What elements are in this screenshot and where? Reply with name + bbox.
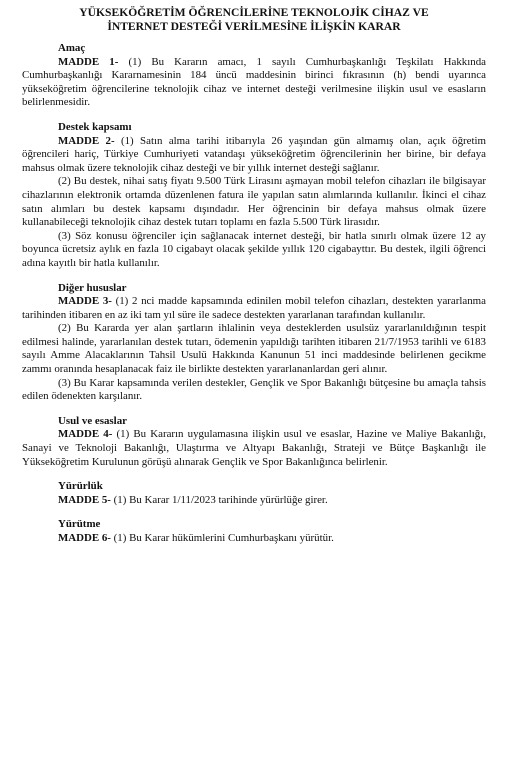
section-heading: Yürürlük — [58, 480, 103, 493]
article-paragraph — [22, 56, 486, 110]
section-heading: Usul ve esaslar — [58, 414, 127, 427]
article-paragraph: (3) Bu Karar kapsamında verilen destekler, Gençlik ve Spor Bakanlığı bütçesine bu amaçla tahsis edilen ödenekten karşılanır. — [22, 376, 486, 403]
article-number: MADDE 3- — [58, 295, 112, 308]
article-text: (1) Bu Kararın uygulamasına ilişkin usul ve esaslar, Hazine ve Maliye Bakanlığı, Sanayi ve Teknoloji Bakanlığı, Ulaştırma ve Altyapı Bakanlığı, Strateji ve Bütçe Başkanlığı ile Yükseköğretim Kurulunun görüşü alınarak Gençlik ve Spor Bakanlığınca belirlenir. — [22, 428, 486, 468]
section-heading: Destek kapsamı — [58, 120, 132, 133]
article-paragraph — [22, 428, 486, 469]
article-number: MADDE 6- — [58, 532, 111, 544]
article-number: MADDE 5- — [58, 493, 111, 506]
article-paragraph: (3) Söz konusu öğrenciler için sağlanacak internet desteği, bir hatla sınırlı olmak üzere 12 ay boyunca ücretsiz aylık en fazla 10 cigabayt olacak şekilde yıllık 120 cigabayttır. Bu destek, ilgili öğrenci adına kayıtlı bir hatla kullanılır. — [22, 229, 486, 269]
section-diger-hususlar — [22, 282, 486, 404]
document-title — [22, 6, 486, 34]
article-paragraph: (2) Bu Kararda yer alan şartların ihlalinin veya desteklerden usulsüz yararlanıldığının tespit edilmesi halinde, yararlanılan destek tutarı, ödemenin yapıldığı tarihten itibaren 21/7/1953 tarihli ve 6183 sayılı Amme Alacaklarının Tahsil Usulü Hakkında Kanunun 51 inci maddesinde belirlenen gecikme zammı oranında hesaplanacak faiz ile birlikte destekten yararlananlardan geri alınır. — [22, 322, 486, 376]
article-text: (1) 2 nci madde kapsamında edinilen mobil telefon cihazları, destekten yararlanma tarihinden itibaren en az iki tam yıl süre ile sadece destekten yararlanan tarafından kullanılır. — [22, 295, 486, 321]
article-paragraph — [22, 494, 486, 508]
article-paragraph — [22, 532, 486, 546]
section-heading: Yürütme — [58, 518, 101, 531]
article-text: (1) Bu Karar hükümlerini Cumhurbaşkanı yürütür. — [110, 532, 334, 544]
section-yurutme — [22, 518, 486, 545]
article-text: (1) Satın alma tarihi itibarıyla 26 yaşından gün almamış olan, açık öğretim öğrencileri hariç, Türkiye Cumhuriyeti vatandaşı yükseköğretim öğrencilerinin her birine, bir defaya mahsus olmak üzere teknolojik cihaz desteği ve bir yıllık internet desteği sağlanır. — [22, 134, 486, 174]
article-paragraph — [22, 135, 486, 176]
section-usul-ve-esaslar — [22, 415, 486, 469]
article-text: (1) Bu Kararın amacı, 1 sayılı Cumhurbaşkanlığı Teşkilatı Hakkında Cumhurbaşkanlığı Kararnamesinin 184 üncü maddesinin birinci fıkrasının (h) bendi uyarınca yükseköğretim öğrencilerine teknolojik cihaz ve internet desteği verilmesine ilişkin usul ve esasların belirlenmesidir. — [22, 55, 486, 109]
article-paragraph — [22, 295, 486, 322]
article-text: (1) Bu Karar 1/11/2023 tarihinde yürürlüğe girer. — [110, 493, 328, 506]
section-yururluk — [22, 480, 486, 507]
section-heading: Diğer hususlar — [58, 281, 127, 294]
article-number: MADDE 2- — [58, 134, 115, 147]
article-number: MADDE 4- — [58, 428, 113, 441]
article-number: MADDE 1- — [58, 55, 119, 68]
section-destek-kapsami — [22, 121, 486, 271]
title-line-2: İNTERNET DESTEĞİ VERİLMESİNE İLİŞKİN KARAR — [107, 20, 401, 33]
title-line-1: YÜKSEKÖĞRETİM ÖĞRENCİLERİNE TEKNOLOJİK CİHAZ VE — [79, 6, 429, 19]
article-paragraph: (2) Bu destek, nihai satış fiyatı 9.500 Türk Lirasını aşmayan mobil telefon cihazları ile bilgisayar cihazlarının elektronik ortamda düzenlenen fatura ile yapılan satın alımlarında kullanılır. İkinci el cihaz satın alımları bu destek kapsamı dışındadır. Her öğrencinin bir defaya mahsus olmak üzere kullanabileceği teknolojik cihaz destek tutarı toplamı en fazla 5.500 Türk lirasıdır. — [22, 175, 486, 229]
section-amac — [22, 42, 486, 110]
section-heading: Amaç — [58, 42, 86, 54]
